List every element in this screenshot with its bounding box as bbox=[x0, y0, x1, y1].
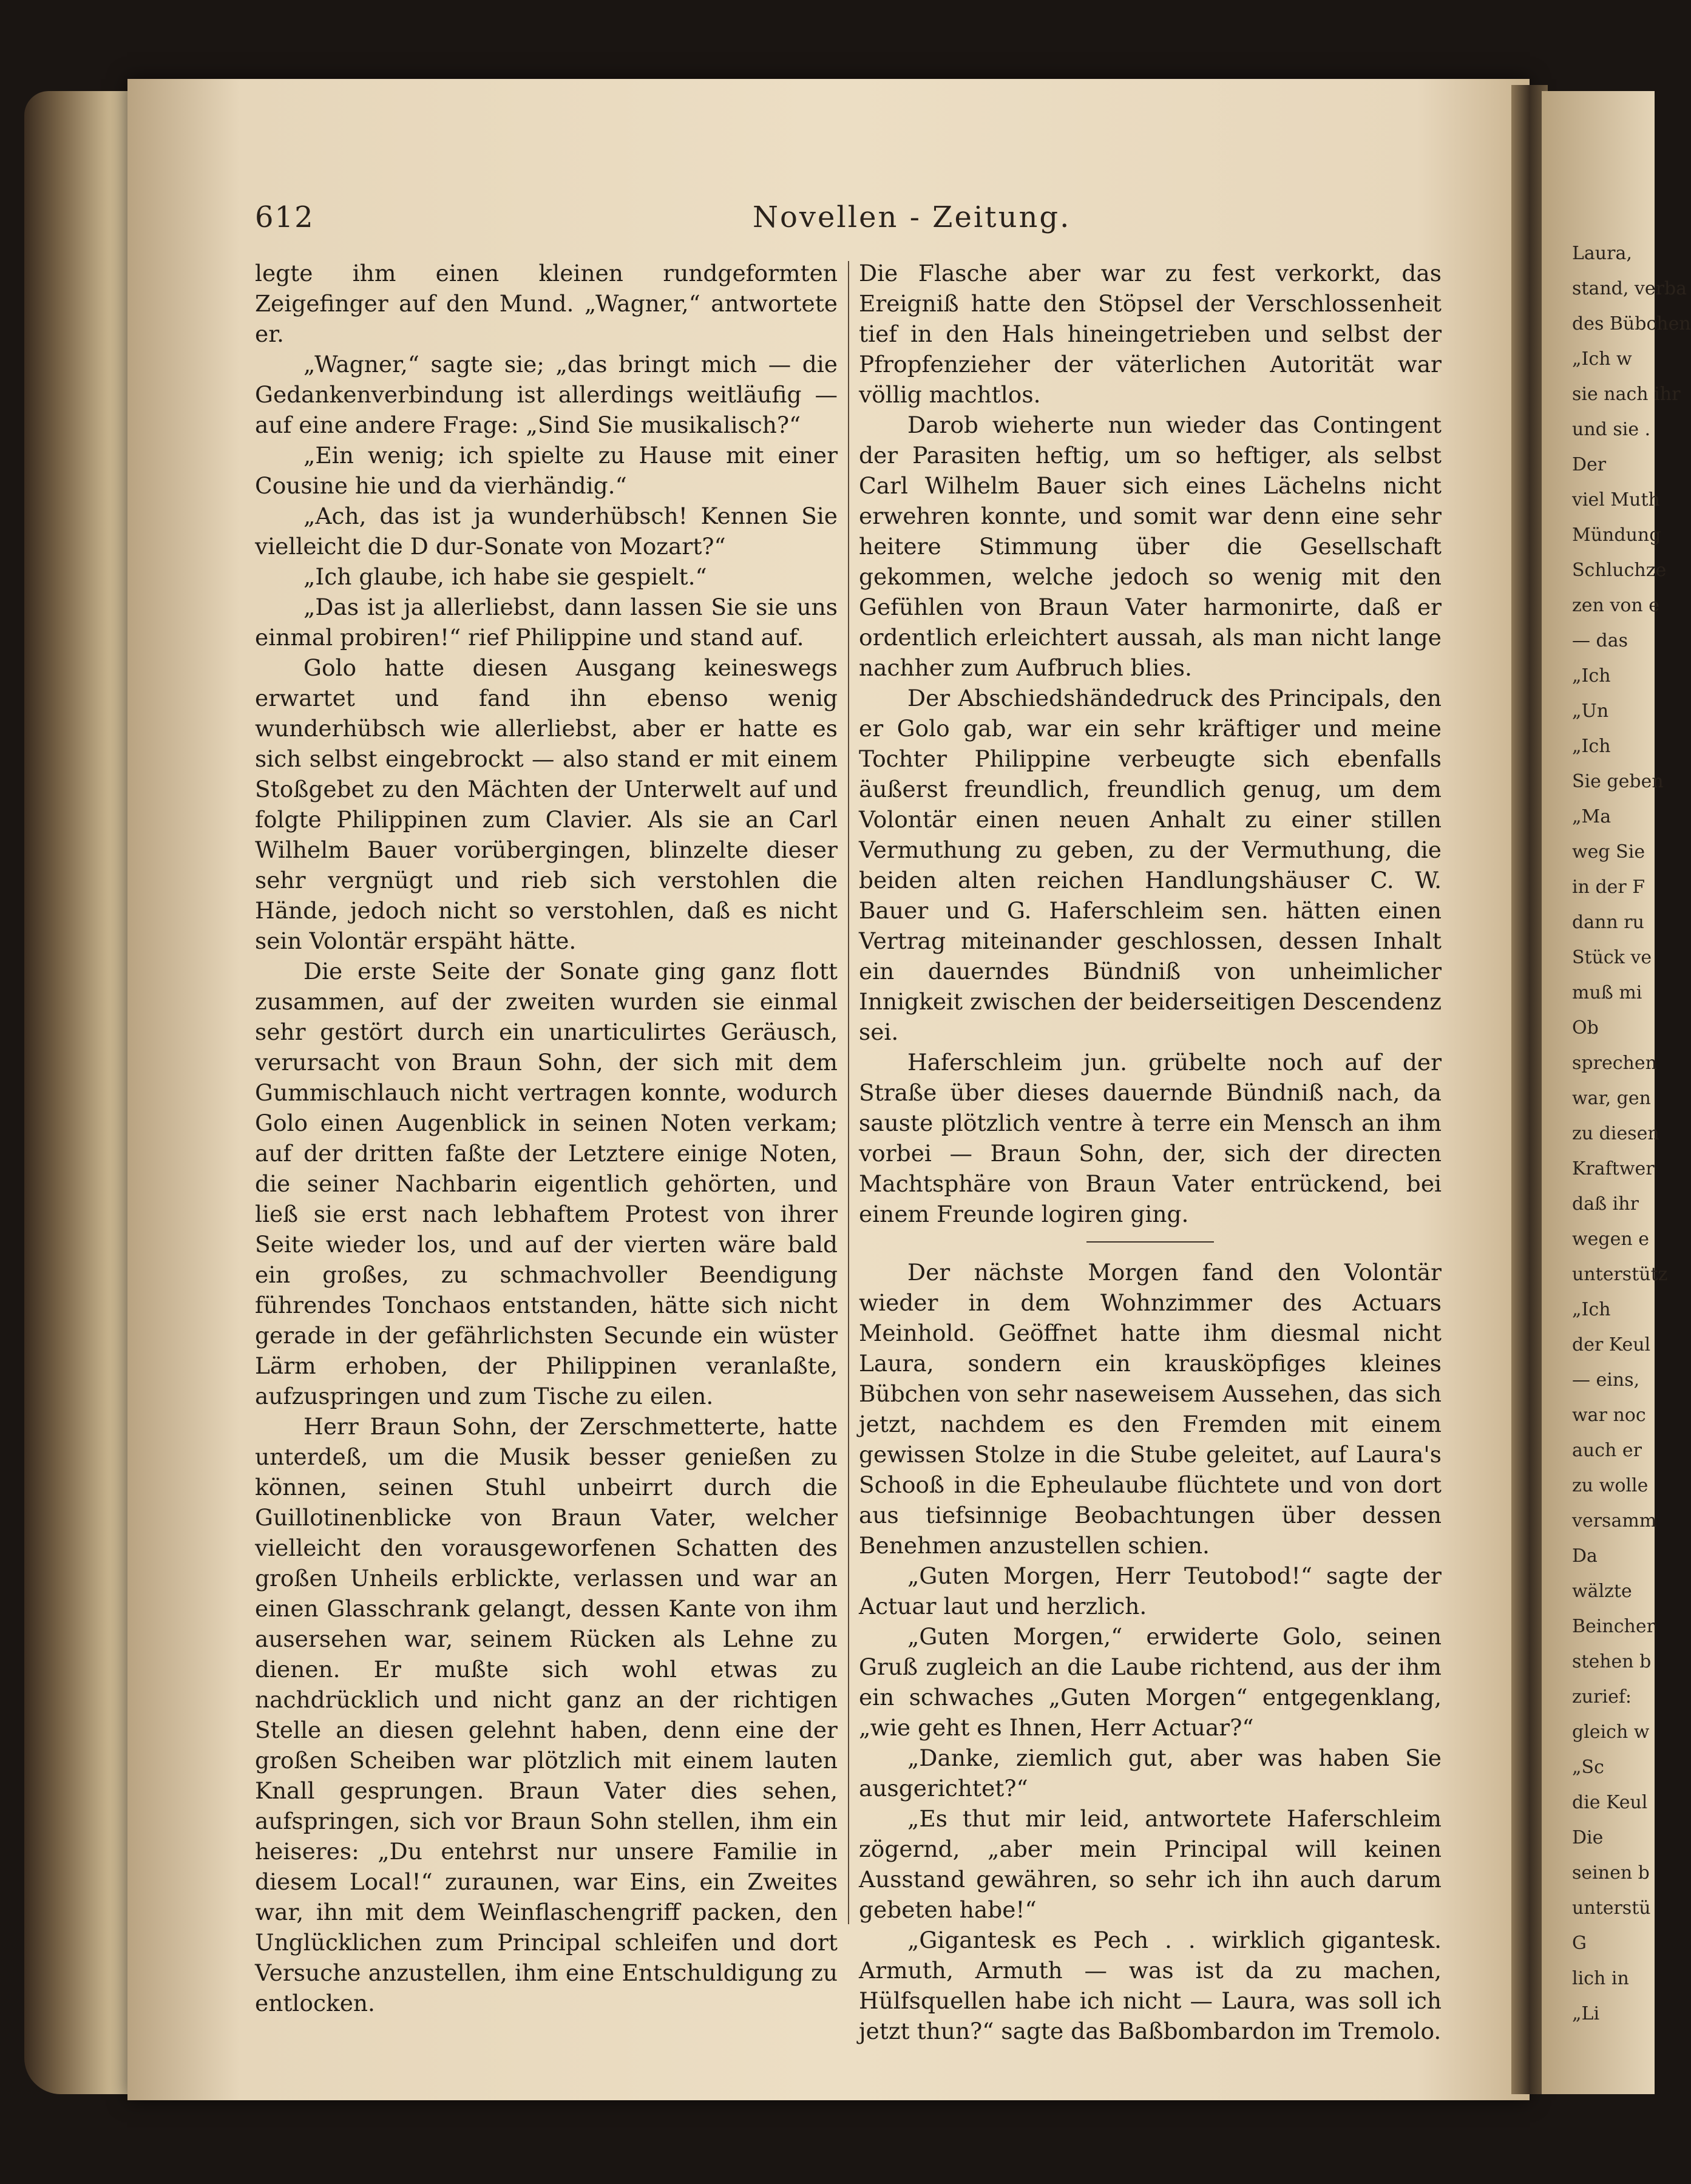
next-page-fragment: unterstütz bbox=[1572, 1264, 1668, 1285]
next-page-fragment: weg Sie bbox=[1572, 841, 1645, 863]
next-page-fragment: — eins, bbox=[1572, 1369, 1640, 1391]
next-page-fragment: Die bbox=[1572, 1827, 1604, 1848]
next-page-fragment: Da bbox=[1572, 1545, 1598, 1567]
next-page-fragment: die Keul bbox=[1572, 1792, 1648, 1813]
next-page-fragment: G bbox=[1572, 1933, 1587, 1954]
paragraph: „Ich glaube, ich habe sie gespielt.“ bbox=[303, 563, 707, 590]
next-page-fragment: Beincher bbox=[1572, 1616, 1655, 1637]
next-page-fragment: des Bübchen bbox=[1572, 313, 1691, 334]
next-page-fragment: lich in bbox=[1572, 1968, 1629, 1989]
next-page-fragment: — das bbox=[1572, 630, 1628, 651]
paragraph: „Ach, das ist ja wunderhübsch! Kennen Sie vielleicht die D dur-Sonate von Mozart?“ bbox=[255, 503, 838, 560]
next-page-fragment: dann ru bbox=[1572, 912, 1644, 933]
paragraph: Golo hatte diesen Ausgang keineswegs erwartet und fand ihn ebenso wenig wunderhübsch wie allerliebst, aber er hatte es sich selbst eingebrockt — also stand er mit einem Stoßgebet zu den Mächten der Unterwelt auf und folgte Philippinen zum Clavier. Als sie an Carl Wilhelm Bauer vorübergingen, blinzelte dieser sehr vergnügt und rieb sich verstohlen die Hände, jedoch nicht so verstohlen, daß es nicht sein Volontär erspäht hätte. bbox=[255, 654, 838, 954]
paragraph: „Wagner,“ sagte sie; „das bringt mich — die Gedankenverbindung ist allerdings weitläufig — auf eine andere Frage: „Sind Sie musikalisch?“ bbox=[255, 351, 838, 438]
next-page-fragment: zu wolle bbox=[1572, 1475, 1649, 1496]
page-number: 612 bbox=[255, 200, 314, 234]
paragraph: „Danke, ziemlich gut, aber was haben Sie ausgerichtet?“ bbox=[859, 1745, 1442, 1802]
paragraph: „Gigantesk es Pech . . wirklich gigantesk. Armuth, Armuth — was ist da zu machen, Hülfsquellen habe ich nicht — Laura, was soll ich jetzt thun?“ sagte das Baßbombardon im Tremolo. bbox=[859, 1927, 1442, 2044]
next-page-fragment: sprechen bbox=[1572, 1053, 1657, 1074]
paragraph: Herr Braun Sohn, der Zerschmetterte, hatte unterdeß, um die Musik besser genießen zu können, seinen Stuhl unbeirrt durch die Guillotinenblicke von Braun Vater, welcher vielleicht den vorausgeworfenen Schatten des großen Unheils erblickte, verlassen und war an einen Glasschrank gelangt, dessen Kante von ihm ausersehen war, seinem Rücken als Lehne zu dienen. Er mußte sich wohl etwas zu nachdrücklich und nicht ganz an der richtigen Stelle an diesen gelehnt haben, denn eine der großen Scheiben war plötzlich mit einem lauten Knall gesprungen. Braun Vater dies sehen, aufspringen, sich vor Braun Sohn stellen, ihm ein heiseres: „Du entehrst nur unsere Familie in diesem Local!“ zuraunen, war Eins, ein Zweites war, ihn mit dem Weinflaschengriff packen, den Unglücklichen zum Principal schleifen und dort Versuche anzustellen, ihm eine Entschuldigung zu entlocken. bbox=[255, 1413, 838, 2016]
next-page-fragment: versamm bbox=[1572, 1510, 1657, 1531]
next-page-fragment: wegen e bbox=[1572, 1229, 1650, 1250]
next-page-fragment: muß mi bbox=[1572, 982, 1642, 1003]
next-page-fragment: und sie . bbox=[1572, 419, 1651, 440]
next-page-fragment: „Li bbox=[1572, 2003, 1600, 2024]
paragraph: „Ein wenig; ich spielte zu Hause mit einer Cousine hie und da vierhändig.“ bbox=[255, 442, 838, 499]
paragraph: Der nächste Morgen fand den Volontär wieder in dem Wohnzimmer des Actuars Meinhold. Geöffnet hatte ihm diesmal nicht Laura, sondern ein krausköpfiges kleines Bübchen von sehr naseweisem Aussehen, das sich jetzt, nachdem es den Fremden mit einem gewissen Stolze in die Stube geleitet, auf Laura's Schooß in die Epheulaube flüchtete und von dort aus tiefsinnige Beobachtungen über dessen Benehmen anzustellen schien. bbox=[859, 1259, 1442, 1559]
next-page-fragment: wälzte bbox=[1572, 1581, 1632, 1602]
next-page-fragment: der Keul bbox=[1572, 1334, 1651, 1355]
next-page-fragment: „Ma bbox=[1572, 806, 1611, 827]
page-header bbox=[255, 200, 1469, 255]
left-column bbox=[255, 258, 838, 2018]
next-page-fragment: Sie geben bbox=[1572, 771, 1664, 792]
next-page-fragment: „Ich bbox=[1572, 736, 1611, 757]
next-page-fragment: „Ich bbox=[1572, 665, 1611, 687]
next-page-fragment: „Ich w bbox=[1572, 348, 1632, 370]
next-page-fragment: war, gen bbox=[1572, 1088, 1651, 1109]
next-page-fragment: viel Muth bbox=[1572, 489, 1660, 510]
next-page-fragment: Mündung bbox=[1572, 524, 1661, 546]
paragraph: „Das ist ja allerliebst, dann lassen Sie sie uns einmal probiren!“ rief Philippine und stand auf. bbox=[255, 594, 838, 651]
paragraph: Der Abschiedshändedruck des Principals, den er Golo gab, war ein sehr kräftiger und meine Tochter Philippine verbeugte sich ebenfalls äußerst freundlich, freundlich genug, um dem Volontär einen neuen Anhalt zu einer stillen Vermuthung zu geben, zu der Vermuthung, die beiden alten reichen Handlungshäuser C. W. Bauer und G. Haferschleim sen. hätten einen Vertrag miteinander geschlossen, dessen Inhalt ein dauerndes Bündniß von unheimlicher Innigkeit zwischen der beiderseitigen Descendenz sei. bbox=[859, 685, 1442, 1045]
next-page-fragment: zen von e bbox=[1572, 595, 1660, 616]
paragraph: „Guten Morgen,“ erwiderte Golo, seinen Gruß zugleich an die Laube richtend, aus der ihm ein schwaches „Guten Morgen“ entgegenklang, „wie geht es Ihnen, Herr Actuar?“ bbox=[859, 1623, 1442, 1741]
next-page-fragment: Laura, bbox=[1572, 243, 1632, 264]
next-page-fragment: Der bbox=[1572, 454, 1607, 475]
next-page-fragment: daß ihr bbox=[1572, 1193, 1639, 1215]
paragraph: Die Flasche aber war zu fest verkorkt, das Ereigniß hatte den Stöpsel der Verschlossenheit tief in den Hals hineingetrieben und selbst der Pfropfenzieher der väterlichen Autorität war völlig machtlos. bbox=[859, 260, 1442, 408]
paragraph: „Guten Morgen, Herr Teutobod!“ sagte der Actuar laut und herzlich. bbox=[859, 1562, 1442, 1619]
next-page-fragment: war noc bbox=[1572, 1405, 1646, 1426]
next-page-fragment: Ob bbox=[1572, 1017, 1599, 1039]
next-page-fragment: zurief: bbox=[1572, 1686, 1632, 1708]
journal-title: Novellen - Zeitung. bbox=[753, 200, 1071, 234]
next-page-fragment: in der F bbox=[1572, 877, 1645, 898]
next-page-fragment: auch er bbox=[1572, 1440, 1642, 1461]
paragraph: Darob wieherte nun wieder das Contingent der Parasiten heftig, um so heftiger, als selbst Carl Wilhelm Bauer sich eines Lächelns nicht erwehren konnte, und somit war denn eine sehr heitere Stimmung über die Gesellschaft gekommen, welche jedoch so wenig mit den Gefühlen von Braun Vater harmonirte, daß er ordentlich erleichtert aussah, als man nicht lange nachher zum Aufbruch blies. bbox=[859, 412, 1442, 681]
next-page-fragment: sie nach ihr bbox=[1572, 384, 1681, 405]
next-page-fragment: Stück ve bbox=[1572, 947, 1652, 968]
next-page-fragment: Schluchze bbox=[1572, 560, 1667, 581]
paragraph: Die erste Seite der Sonate ging ganz flott zusammen, auf der zweiten wurden sie einmal sehr gestört durch ein unarticulirtes Geräusch, verursacht von Braun Sohn, der sich mit dem Gummischlauch nicht vertragen konnte, wodurch Golo einen Augenblick in seinen Noten verkam; auf der dritten faßte der Letztere einige Noten, die seiner Nachbarin eigentlich gehörten, und ließ sie erst nach lebhaftem Protest von ihrer Seite wieder los, und auf der vierten wäre bald ein großes, zu schmachvoller Beendigung führendes Tonchaos entstanden, hätte sich nicht gerade in der gefährlichsten Secunde ein wüster Lärm erhoben, der Philippinen veranlaßte, aufzuspringen und zum Tische zu eilen. bbox=[255, 958, 838, 1409]
next-page-fragment: unterstü bbox=[1572, 1897, 1651, 1919]
next-page-fragment: „Sc bbox=[1572, 1757, 1604, 1778]
next-page-fragment: „Un bbox=[1572, 700, 1609, 722]
next-page-fragment: stand, verba bbox=[1572, 278, 1687, 299]
next-page-fragment: stehen b bbox=[1572, 1651, 1652, 1672]
next-page-fragment: Kraftwer bbox=[1572, 1158, 1655, 1179]
column-divider bbox=[848, 261, 849, 1924]
right-column bbox=[859, 258, 1442, 2046]
paragraph: Haferschleim jun. grübelte noch auf der Straße über dieses dauernde Bündniß nach, da sauste plötzlich ventre à terre ein Mensch an ihm vorbei — Braun Sohn, der, sich der directen Machtsphäre von Braun Vater entrückend, bei einem Freunde logiren ging. bbox=[859, 1049, 1442, 1227]
next-page-fragment: „Ich bbox=[1572, 1299, 1611, 1320]
section-divider bbox=[1086, 1241, 1214, 1243]
next-page-fragment: gleich w bbox=[1572, 1721, 1650, 1743]
paragraph: legte ihm einen kleinen rundgeformten Zeigefinger auf den Mund. „Wagner,“ antwortete er. bbox=[255, 260, 838, 347]
paragraph: „Es thut mir leid, antwortete Haferschleim zögernd, „aber mein Principal will keinen Ausstand gewähren, so sehr ich ihn auch darum gebeten habe!“ bbox=[859, 1805, 1442, 1923]
next-page-fragment: zu diesen bbox=[1572, 1123, 1659, 1144]
next-page-fragment: seinen b bbox=[1572, 1862, 1650, 1884]
